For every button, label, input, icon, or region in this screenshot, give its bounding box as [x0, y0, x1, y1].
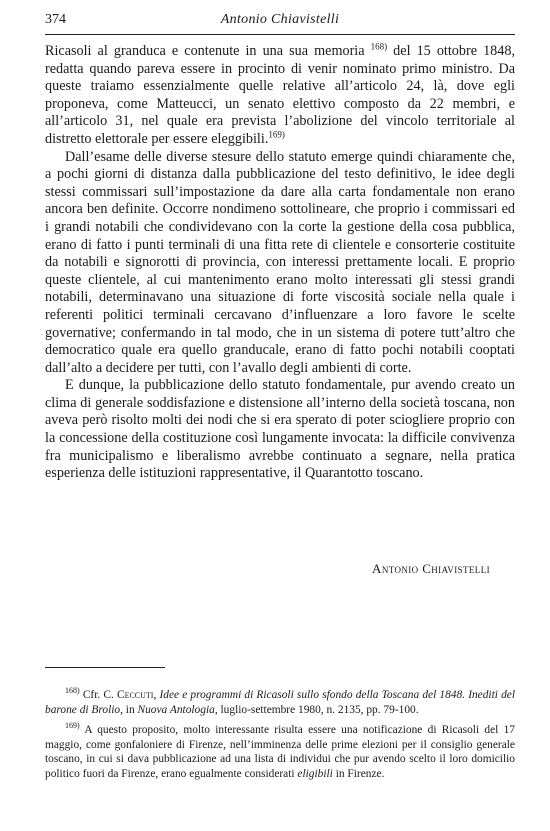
footnote-ref-168[interactable]: 168)	[370, 41, 388, 52]
footnote-168-journal: Nuova Antologia	[137, 703, 215, 716]
footnote-168-text-b: ,	[153, 689, 160, 701]
footnotes	[45, 688, 515, 788]
footnote-divider	[45, 667, 165, 668]
running-head: Antonio Chiavistelli	[220, 12, 340, 27]
footnote-168-text-d: , luglio-settembre 1980, n. 2135, pp. 79-100.	[214, 703, 419, 716]
footnote-168-text-c: , in	[120, 703, 138, 716]
footnote-169	[45, 723, 515, 781]
paragraph-1-text-b: del 15 ottobre 1848, redatta quando pareva essere in procinto di venir nominato primo ministro. Da queste traiamo essenzialmente quelle relative all’articolo 24, là, dove egli proponeva, come Matteucci, un senato elettivo composto da 22 membri, e all’articolo 31, nel quale era prevista l’abolizione del vincolo territoriale al distretto elettorale per essere eleggibili.	[45, 43, 515, 147]
footnote-169-emphasis: eligibili	[297, 767, 333, 780]
footnote-ref-169[interactable]: 169)	[268, 129, 285, 140]
footnote-168-number: 168)	[65, 686, 80, 696]
paragraph-2: Dall’esame delle diverse stesure dello statuto emerge quindi chiaramente che, a pochi giorni di distanza dalla pubblicazione del testo definitivo, le idee degli stessi commissari sull’impostazione da dare alla carta fondamentale non erano ancora ben definite. Occorre nondimeno sottolineare, che proprio i commissari ed i grandi notabili che condividevano con la corte la gestione della cosa pubblica, erano di fatto i punti terminali di una fitta rete di clientele e consorterie costituite da notabili e signorotti di provincia, con interessi prettamente locali. E proprio queste clientele, al cui mantenimento erano molto interessati gli stessi grandi notabili, determinavano una situazione di forte viscosità sociale nella quale i referenti politici terminali cercavano d’influenzare a loro favore le scelte governative; confermando in tal modo, che in un sistema di potere tutt’altro che democratico quale era quello granducale, erano di fatto pochi notabili cooptati dall’alto a decidere per tutti, con l’avallo degli ambienti di corte.	[45, 148, 515, 376]
footnote-168-text-a: Cfr. C.	[79, 689, 117, 701]
paragraph-1	[45, 43, 515, 149]
footnote-168-title: Idee e programmi di Ricasoli sullo sfondo della Toscana del 1848. Inediti del barone di Brolio	[45, 689, 515, 716]
footnote-168	[45, 688, 515, 717]
paragraph-1-text-a: Ricasoli al granduca e contenute in una sua memoria	[45, 43, 371, 59]
footnote-169-number: 169)	[65, 721, 80, 731]
footnote-168-author: Ceccuti	[116, 689, 154, 701]
author-signature: Antonio Chiavistelli	[372, 561, 490, 576]
page-number: 374	[45, 12, 66, 27]
paragraph-3: E dunque, la pubblicazione dello statuto fondamentale, pur avendo creato un clima di generale soddisfazione e distensione all’interno della società toscana, non aveva però risolto molti dei nodi che si era sperato di poter sciogliere proprio con la concessione della costituzione così lungamente invocata: la difficile convivenza fra municipalismo e liberalismo avrebbe continuato a segnare, nella pratica esperienza delle istituzioni rappresentative, il Quarantotto toscano.	[45, 377, 515, 482]
page-header	[45, 12, 515, 35]
body-text	[45, 43, 515, 483]
footnote-169-text-b: in Firenze.	[332, 767, 385, 780]
footnote-169-text-a: A questo proposito, molto interessante risulta essere una notificazione di Ricasoli del 17 maggio, come gonfaloniere di Firenze, nell’imminenza delle prime elezioni per il consiglio generale toscano, in cui si dava pubblicazione ad una lista di individui che pur avendo scelto il loro domicilio politico fuori da Firenze, erano egualmente considerati	[45, 724, 515, 780]
